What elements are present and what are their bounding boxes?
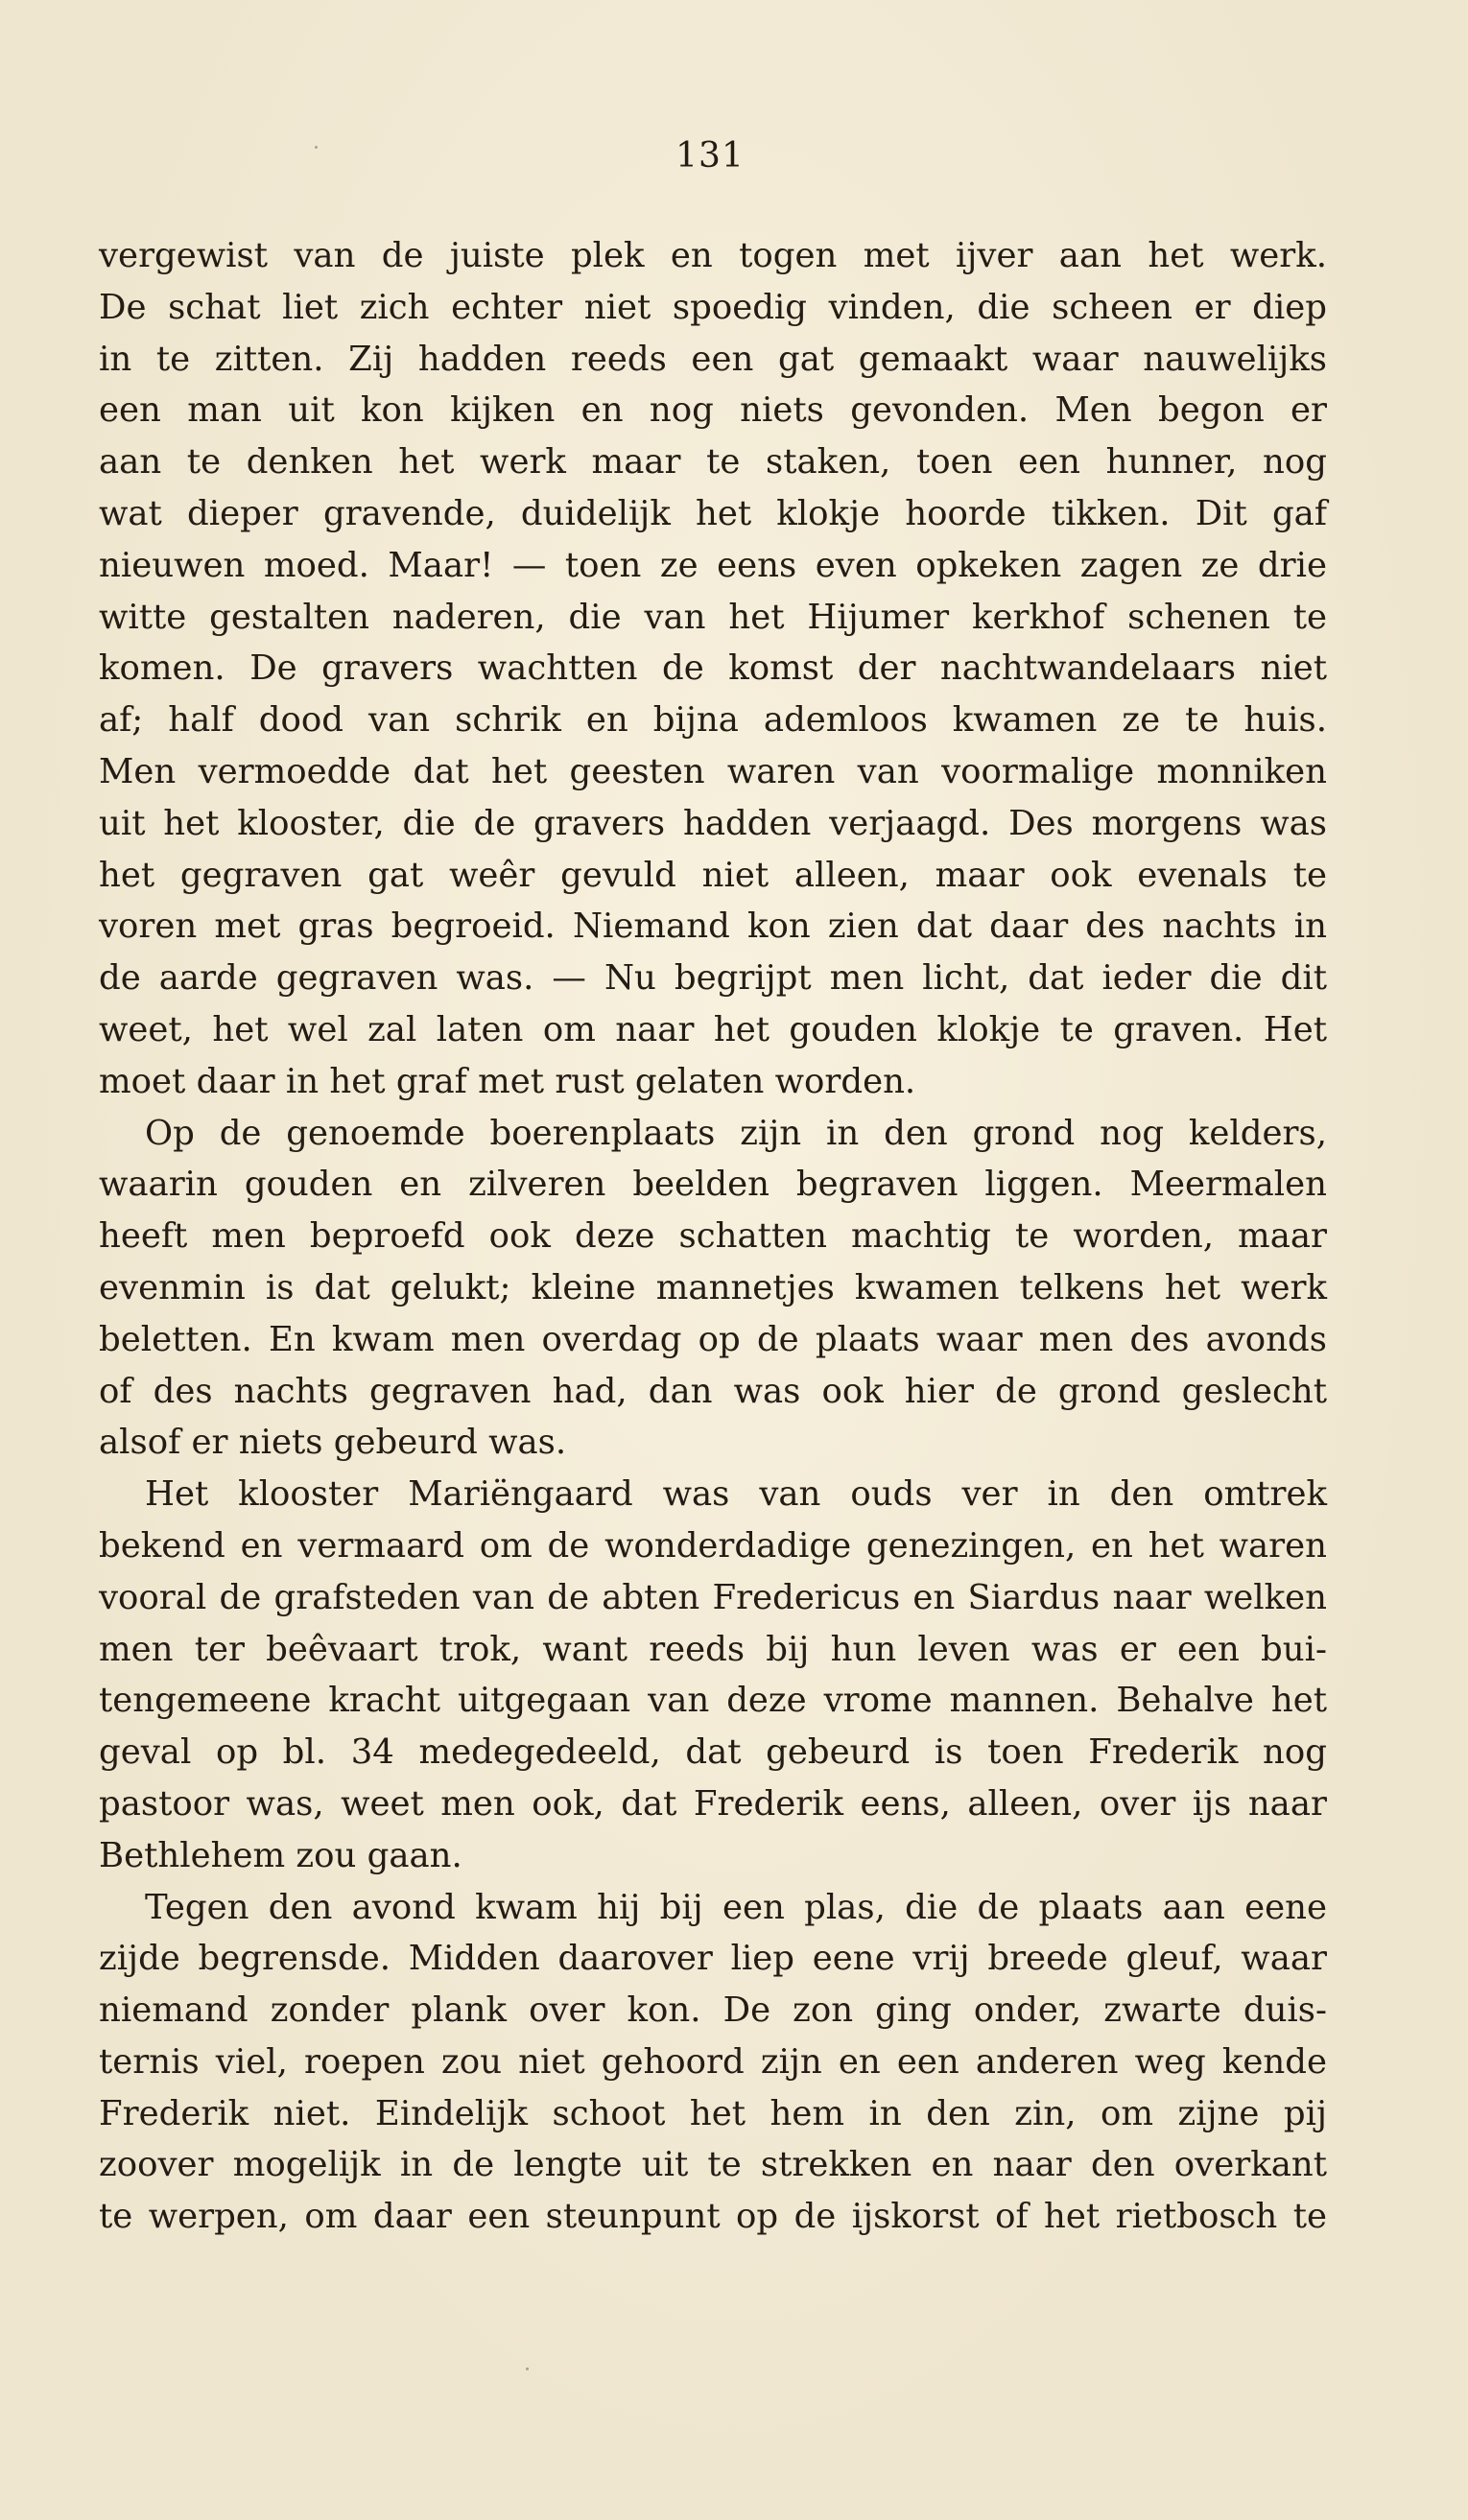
text-line: te werpen, om daar een steunpunt op de ijskorst of het rietbosch te — [99, 2197, 1327, 2237]
text-line: witte gestalten naderen, die van het Hijumer kerkhof schenen te — [99, 597, 1327, 637]
text-line: ternis viel, roepen zou niet gehoord zijn en een anderen weg kende — [99, 2041, 1327, 2082]
text-line: of des nachts gegraven had, dan was ook hier de grond geslecht — [99, 1371, 1327, 1411]
text-line: niemand zonder plank over kon. De zon ging onder, zwarte duis- — [99, 1990, 1327, 2031]
text-line: de aarde gegraven was. — Nu begrijpt men licht, dat ieder die dit — [99, 958, 1327, 999]
text-line: Bethlehem zou gaan. — [99, 1835, 462, 1875]
text-line: beletten. En kwam men overdag op de plaats waar men des avonds — [99, 1319, 1327, 1359]
text-line: De schat liet zich echter niet spoedig vinden, die scheen er diep — [99, 287, 1327, 327]
text-line: zijde begrensde. Midden daarover liep eene vrij breede gleuf, waar — [99, 1939, 1327, 1979]
text-line: alsof er niets gebeurd was. — [99, 1423, 567, 1463]
text-line: komen. De gravers wachtten de komst der nachtwandelaars niet — [99, 648, 1327, 689]
text-line: Tegen den avond kwam hij bij een plas, die de plaats aan eene — [145, 1887, 1327, 1927]
text-line: geval op bl. 34 medegedeeld, dat gebeurd is toen Frederik nog — [99, 1732, 1327, 1773]
text-line: Op de genoemde boerenplaats zijn in den grond nog kelders, — [145, 1113, 1327, 1153]
text-line: evenmin is dat gelukt; kleine mannetjes kwamen telkens het werk — [99, 1267, 1327, 1307]
text-line: een man uit kon kijken en nog niets gevonden. Men begon er — [99, 390, 1327, 431]
text-line: nieuwen moed. Maar! — toen ze eens even opkeken zagen ze drie — [99, 545, 1327, 585]
text-line: zoover mogelijk in de lengte uit te strekken en naar den overkant — [99, 2145, 1327, 2185]
text-line: af; half dood van schrik en bijna ademloos kwamen ze te huis. — [99, 700, 1327, 741]
text-line: vooral de grafsteden van de abten Fredericus en Siardus naar welken — [99, 1577, 1327, 1617]
text-line: waarin gouden en zilveren beelden begraven liggen. Meermalen — [99, 1165, 1327, 1205]
paper-speck — [315, 146, 318, 149]
page-number: 131 — [675, 136, 745, 176]
text-line: bekend en vermaard om de wonderdadige genezingen, en het waren — [99, 1525, 1327, 1566]
paper-speck — [526, 2367, 529, 2370]
text-line: moet daar in het graf met rust gelaten worden. — [99, 1061, 916, 1101]
text-line: vergewist van de juiste plek en togen met ijver aan het werk. — [99, 236, 1327, 275]
text-line: Men vermoedde dat het geesten waren van voormalige monniken — [99, 751, 1327, 791]
body-text — [99, 230, 1327, 2243]
text-line: voren met gras begroeid. Niemand kon zien dat daar des nachts in — [99, 907, 1327, 947]
text-line: tengemeene kracht uitgegaan van deze vrome mannen. Behalve het — [99, 1681, 1327, 1721]
text-line: Frederik niet. Eindelijk schoot het hem in den zin, om zijne pij — [99, 2093, 1327, 2133]
text-line: wat dieper gravende, duidelijk het klokje hoorde tikken. Dit gaf — [99, 493, 1327, 533]
text-line: heeft men beproefd ook deze schatten machtig te worden, maar — [99, 1216, 1327, 1257]
text-line: men ter beêvaart trok, want reeds bij hun leven was er een bui- — [99, 1629, 1327, 1669]
text-line: in te zitten. Zij hadden reeds een gat gemaakt waar nauwelijks — [99, 339, 1327, 379]
text-line: Het klooster Mariëngaard was van ouds ver in den omtrek — [145, 1474, 1327, 1515]
text-line: het gegraven gat weêr gevuld niet alleen, maar ook evenals te — [99, 855, 1327, 895]
text-line: uit het klooster, die de gravers hadden verjaagd. Des morgens was — [99, 803, 1327, 843]
text-line: weet, het wel zal laten om naar het gouden klokje te graven. Het — [99, 1009, 1327, 1049]
text-line: aan te denken het werk maar te staken, toen een hunner, nog — [99, 442, 1327, 483]
text-line: pastoor was, weet men ook, dat Frederik eens, alleen, over ijs naar — [99, 1783, 1327, 1824]
